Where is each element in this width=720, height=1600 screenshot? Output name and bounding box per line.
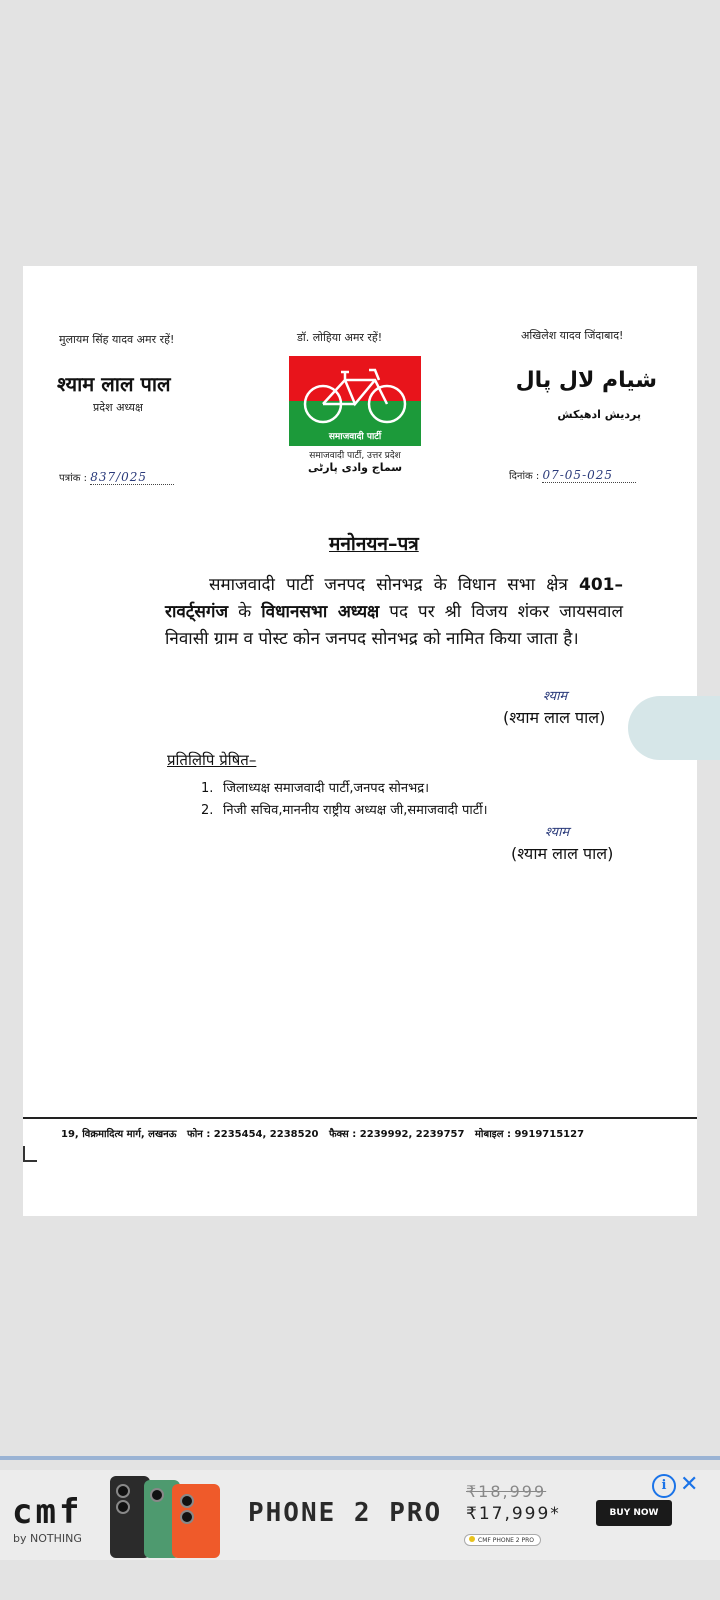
letter-heading: मनोनयन–पत्र <box>329 533 419 555</box>
ad-product-tag: CMF PHONE 2 PRO <box>464 1534 541 1546</box>
name-urdu: شیام لال پال <box>515 368 657 393</box>
reference-value: 837/025 <box>90 470 174 485</box>
ad-phone-image <box>110 1472 222 1560</box>
copies-list <box>201 778 488 822</box>
ad-old-price: ₹18,999 <box>466 1482 547 1501</box>
copies-heading: प्रतिलिपि प्रेषित– <box>167 751 257 769</box>
date-value: 07-05-025 <box>542 468 636 483</box>
letterhead-footer <box>61 1126 584 1140</box>
footer-address: 19, विक्रमादित्य मार्ग, लखनऊ <box>61 1129 177 1140</box>
body-part2: के <box>228 602 262 622</box>
tag-dot-icon <box>469 1536 475 1542</box>
party-subtitle: समाजवादी पार्टी, उत्तर प्रदेश <box>309 451 401 461</box>
footer-fax: फैक्स : 2239992, 2239757 <box>328 1129 465 1140</box>
ad-product-name: PHONE 2 PRO <box>248 1498 443 1528</box>
name-hindi: श्याम लाल पाल <box>57 372 171 396</box>
slogan-left: मुलायम सिंह यादव अमर रहें! <box>59 333 175 346</box>
reference-label: पत्रांक : <box>59 473 88 484</box>
letter-body <box>165 572 623 653</box>
party-urdu: سماج وادی پارٹی <box>307 461 403 474</box>
ad-brand-sub: by NOTHING <box>13 1532 82 1545</box>
buy-now-button[interactable]: BUY NOW <box>596 1500 672 1526</box>
corner-mark <box>23 1146 37 1162</box>
edge-handle[interactable] <box>628 696 720 760</box>
reference-number <box>59 470 174 485</box>
footer-phone: फोन : 2235454, 2238520 <box>186 1129 319 1140</box>
slogan-right: अखिलेश यादव जिंदाबाद! <box>521 329 624 342</box>
designation-urdu: پردیش ادھیکش <box>557 408 641 421</box>
banner-ad[interactable] <box>0 1470 720 1560</box>
ad-new-price: ₹17,999* <box>466 1504 561 1524</box>
ad-brand-logo: cmf <box>12 1492 83 1532</box>
ad-divider <box>0 1456 720 1460</box>
bicycle-icon <box>289 356 421 430</box>
body-part3: पद पर श्री विजय शंकर जायसवाल निवासी ग्राम व पोस्ट कोन जनपद सोनभद्र को नामित किया जाता है। <box>165 602 623 649</box>
signature-scribble: श्याम <box>543 689 568 704</box>
letter-document <box>23 266 697 1216</box>
copies-signature-scribble: श्याम <box>545 825 570 840</box>
letter-date <box>509 468 636 483</box>
copies-signature-name: (श्याम लाल पाल) <box>511 844 614 863</box>
body-part1: समाजवादी पार्टी जनपद सोनभद्र के विधान सभा क्षेत्र <box>209 575 568 595</box>
footer-divider <box>23 1117 697 1119</box>
list-item: 2. निजी सचिव,माननीय राष्ट्रीय अध्यक्ष जी,समाजवादी पार्टी। <box>201 803 488 818</box>
signature-name: (श्याम लाल पाल) <box>503 708 606 727</box>
body-post: विधानसभा अध्यक्ष <box>261 602 380 622</box>
body-constituency: 401–रावर्ट्सगंज <box>165 575 623 622</box>
logo-label: समाजवादी पार्टी <box>328 432 382 442</box>
info-icon[interactable]: i <box>652 1474 676 1498</box>
slogan-center: डॉ. लोहिया अमर रहें! <box>297 331 383 344</box>
party-logo <box>289 356 421 446</box>
close-icon[interactable]: ✕ <box>680 1472 699 1497</box>
date-label: दिनांक : <box>509 471 540 482</box>
footer-mobile: मोबाइल : 9919715127 <box>474 1129 585 1140</box>
list-item: 1. जिलाध्यक्ष समाजवादी पार्टी,जनपद सोनभद्र। <box>201 781 430 796</box>
designation-hindi: प्रदेश अध्यक्ष <box>93 401 143 414</box>
